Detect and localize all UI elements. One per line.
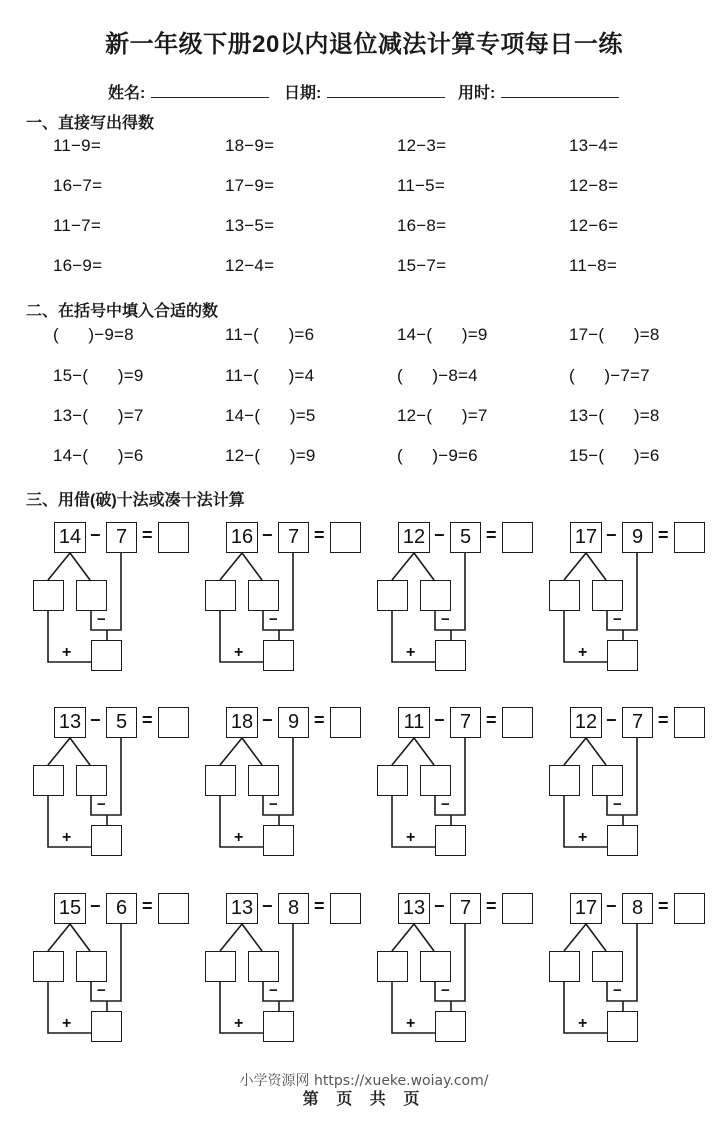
question-item[interactable]: 13−5= [225, 216, 275, 235]
minuend-box [398, 707, 430, 738]
split-left-box[interactable] [549, 951, 580, 982]
minus-label: − [97, 611, 106, 628]
split-left-box[interactable] [33, 580, 64, 611]
minuend-value: 13 [402, 897, 426, 919]
intermediate-box[interactable] [435, 825, 466, 856]
question-item[interactable]: 17−( )=8 [569, 325, 660, 344]
subtrahend-value: 7 [115, 526, 128, 548]
page-title: 新一年级下册20以内退位减法计算专项每日一练 [105, 31, 623, 58]
minuend-value: 15 [58, 897, 82, 919]
question-item[interactable]: 12−( )=9 [225, 446, 316, 465]
minuend-value: 12 [402, 526, 426, 548]
equals-sign: = [142, 525, 153, 545]
split-left-box[interactable] [549, 765, 580, 796]
subtrahend-value: 7 [631, 711, 644, 733]
name-label: 姓名: [108, 85, 146, 102]
time-label: 用时: [458, 85, 496, 102]
question-item[interactable]: 12−( )=7 [397, 406, 488, 425]
decomposition-diagram [376, 522, 546, 677]
date-label: 日期: [284, 85, 322, 102]
minuend-box [226, 893, 258, 924]
intermediate-box[interactable] [607, 640, 638, 671]
answer-box[interactable] [330, 707, 361, 738]
minuend-box [570, 522, 602, 553]
subtrahend-box [106, 522, 137, 553]
subtrahend-value: 7 [459, 711, 472, 733]
decomposition-diagram [32, 893, 202, 1048]
minuend-value: 13 [58, 711, 82, 733]
split-left-box[interactable] [377, 580, 408, 611]
intermediate-box[interactable] [435, 1011, 466, 1042]
question-item[interactable]: 15−7= [397, 256, 447, 275]
subtrahend-value: 9 [287, 711, 300, 733]
split-right-box[interactable] [76, 765, 107, 796]
minuend-value: 12 [574, 711, 598, 733]
equals-sign: = [486, 710, 497, 730]
minus-label: − [441, 796, 450, 813]
equals-sign: = [142, 710, 153, 730]
split-left-box[interactable] [33, 765, 64, 796]
subtrahend-box [106, 893, 137, 924]
minus-label: − [269, 982, 278, 999]
question-item[interactable]: 11−5= [397, 176, 445, 195]
question-item[interactable]: 14−( )=6 [53, 446, 144, 465]
split-right-box[interactable] [248, 765, 279, 796]
split-left-box[interactable] [205, 951, 236, 982]
question-item[interactable]: ( )−9=6 [397, 446, 478, 465]
time-field[interactable] [458, 80, 619, 103]
equals-sign: = [658, 710, 669, 730]
minus-sign: − [90, 710, 101, 730]
equals-sign: = [314, 525, 325, 545]
minuend-value: 13 [230, 897, 254, 919]
section1-heading: 一、直接写出得数 [26, 115, 155, 132]
question-item[interactable]: 11−8= [569, 256, 617, 275]
split-right-box[interactable] [592, 765, 623, 796]
equals-sign: = [314, 710, 325, 730]
subtrahend-value: 7 [287, 526, 300, 548]
subtrahend-box [278, 522, 309, 553]
answer-box[interactable] [158, 707, 189, 738]
split-left-box[interactable] [205, 580, 236, 611]
question-item[interactable]: 13−4= [569, 136, 619, 155]
minuend-box [54, 522, 86, 553]
subtrahend-value: 6 [115, 897, 128, 919]
decomposition-diagram [204, 522, 374, 677]
split-right-box[interactable] [592, 580, 623, 611]
minuend-value: 14 [58, 526, 82, 548]
decomposition-diagram [548, 522, 718, 677]
plus-label: + [406, 1015, 416, 1032]
minuend-box [226, 522, 258, 553]
plus-label: + [406, 644, 416, 661]
plus-label: + [62, 644, 72, 661]
split-left-box[interactable] [33, 951, 64, 982]
watermark: 小学资源网 https://xueke.woiay.com/ [239, 1073, 489, 1089]
minus-label: − [269, 611, 278, 628]
question-item[interactable]: 14−( )=5 [225, 406, 316, 425]
date-field[interactable] [284, 80, 445, 103]
answer-box[interactable] [674, 707, 705, 738]
minus-sign: − [262, 896, 273, 916]
question-item[interactable]: 11−9= [53, 136, 101, 155]
plus-label: + [234, 1015, 244, 1032]
equals-sign: = [314, 896, 325, 916]
intermediate-box[interactable] [263, 1011, 294, 1042]
plus-label: + [62, 829, 72, 846]
minuend-value: 18 [230, 711, 254, 733]
decomposition-diagram [32, 522, 202, 677]
equals-sign: = [142, 896, 153, 916]
question-item[interactable]: ( )−9=8 [53, 325, 134, 344]
subtrahend-value: 9 [631, 526, 644, 548]
subtrahend-box [278, 893, 309, 924]
decomposition-diagram [548, 707, 718, 862]
intermediate-box[interactable] [91, 640, 122, 671]
equals-sign: = [658, 525, 669, 545]
minuend-value: 16 [230, 526, 254, 548]
question-item[interactable]: 14−( )=9 [397, 325, 488, 344]
page-number: 第 页 共 页 [302, 1089, 426, 1108]
subtrahend-value: 7 [459, 897, 472, 919]
split-left-box[interactable] [549, 580, 580, 611]
answer-box[interactable] [674, 893, 705, 924]
split-left-box[interactable] [377, 765, 408, 796]
minus-label: − [613, 611, 622, 628]
plus-label: + [234, 829, 244, 846]
equals-sign: = [486, 896, 497, 916]
minus-sign: − [606, 710, 617, 730]
minuend-box [398, 893, 430, 924]
question-item[interactable]: 13−( )=7 [53, 406, 144, 425]
intermediate-box[interactable] [91, 825, 122, 856]
subtrahend-box [622, 893, 653, 924]
subtrahend-value: 5 [115, 711, 128, 733]
question-item[interactable]: 12−3= [397, 136, 447, 155]
minus-sign: − [434, 525, 445, 545]
decomposition-diagram [204, 893, 374, 1048]
question-item[interactable]: 16−8= [397, 216, 447, 235]
question-item[interactable]: 16−7= [53, 176, 103, 195]
question-item[interactable]: 15−( )=6 [569, 446, 660, 465]
minus-label: − [441, 611, 450, 628]
minuend-box [54, 893, 86, 924]
answer-box[interactable] [330, 893, 361, 924]
answer-box[interactable] [158, 522, 189, 553]
intermediate-box[interactable] [263, 825, 294, 856]
section3-heading: 三、用借(破)十法或凑十法计算 [26, 492, 245, 509]
plus-label: + [406, 829, 416, 846]
question-item[interactable]: 11−( )=4 [225, 366, 315, 385]
decomposition-diagram [32, 707, 202, 862]
split-left-box[interactable] [377, 951, 408, 982]
question-item[interactable]: ( )−7=7 [569, 366, 650, 385]
subtrahend-value: 5 [459, 526, 472, 548]
subtrahend-box [622, 707, 653, 738]
split-right-box[interactable] [76, 580, 107, 611]
minuend-value: 17 [574, 526, 598, 548]
minus-sign: − [262, 525, 273, 545]
minus-label: − [613, 982, 622, 999]
minus-sign: − [434, 896, 445, 916]
minuend-box [398, 522, 430, 553]
answer-box[interactable] [674, 522, 705, 553]
minus-label: − [613, 796, 622, 813]
answer-box[interactable] [502, 522, 533, 553]
decomposition-diagram [376, 707, 546, 862]
minuend-value: 17 [574, 897, 598, 919]
minuend-value: 11 [403, 711, 425, 733]
subtrahend-box [106, 707, 137, 738]
question-item[interactable]: 12−8= [569, 176, 619, 195]
minus-label: − [269, 796, 278, 813]
minus-sign: − [90, 896, 101, 916]
plus-label: + [578, 1015, 588, 1032]
split-right-box[interactable] [248, 580, 279, 611]
minuend-box [570, 893, 602, 924]
minus-sign: − [262, 710, 273, 730]
name-blank[interactable] [151, 83, 269, 98]
question-item[interactable]: 11−7= [53, 216, 101, 235]
decomposition-diagram [548, 893, 718, 1048]
minus-sign: − [606, 896, 617, 916]
minus-sign: − [90, 525, 101, 545]
answer-box[interactable] [158, 893, 189, 924]
intermediate-box[interactable] [607, 1011, 638, 1042]
plus-label: + [234, 644, 244, 661]
equals-sign: = [486, 525, 497, 545]
date-blank[interactable] [327, 83, 445, 98]
name-field[interactable] [108, 80, 269, 103]
intermediate-box[interactable] [607, 825, 638, 856]
question-item[interactable]: 16−9= [53, 256, 103, 275]
minus-sign: − [434, 710, 445, 730]
minus-label: − [97, 796, 106, 813]
subtrahend-value: 8 [631, 897, 644, 919]
question-item[interactable]: 18−9= [225, 136, 275, 155]
answer-box[interactable] [502, 893, 533, 924]
time-blank[interactable] [501, 83, 619, 98]
plus-label: + [578, 829, 588, 846]
decomposition-diagram [204, 707, 374, 862]
split-left-box[interactable] [205, 765, 236, 796]
subtrahend-box [622, 522, 653, 553]
split-right-box[interactable] [76, 951, 107, 982]
split-right-box[interactable] [248, 951, 279, 982]
equals-sign: = [658, 896, 669, 916]
intermediate-box[interactable] [435, 640, 466, 671]
question-item[interactable]: 12−4= [225, 256, 275, 275]
minus-sign: − [606, 525, 617, 545]
subtrahend-box [278, 707, 309, 738]
split-right-box[interactable] [420, 765, 451, 796]
section2-heading: 二、在括号中填入合适的数 [26, 303, 219, 320]
answer-box[interactable] [330, 522, 361, 553]
minuend-box [570, 707, 602, 738]
answer-box[interactable] [502, 707, 533, 738]
decomposition-diagram [376, 893, 546, 1048]
minus-label: − [441, 982, 450, 999]
question-item[interactable]: 11−( )=6 [225, 325, 315, 344]
split-right-box[interactable] [420, 580, 451, 611]
question-item[interactable]: 17−9= [225, 176, 275, 195]
question-item[interactable]: ( )−8=4 [397, 366, 478, 385]
minus-label: − [97, 982, 106, 999]
split-right-box[interactable] [420, 951, 451, 982]
question-item[interactable]: 15−( )=9 [53, 366, 144, 385]
plus-label: + [62, 1015, 72, 1032]
intermediate-box[interactable] [91, 1011, 122, 1042]
minuend-box [54, 707, 86, 738]
minuend-box [226, 707, 258, 738]
subtrahend-box [450, 707, 481, 738]
subtrahend-box [450, 522, 481, 553]
split-right-box[interactable] [592, 951, 623, 982]
question-item[interactable]: 12−6= [569, 216, 619, 235]
question-item[interactable]: 13−( )=8 [569, 406, 660, 425]
subtrahend-box [450, 893, 481, 924]
intermediate-box[interactable] [263, 640, 294, 671]
subtrahend-value: 8 [287, 897, 300, 919]
plus-label: + [578, 644, 588, 661]
